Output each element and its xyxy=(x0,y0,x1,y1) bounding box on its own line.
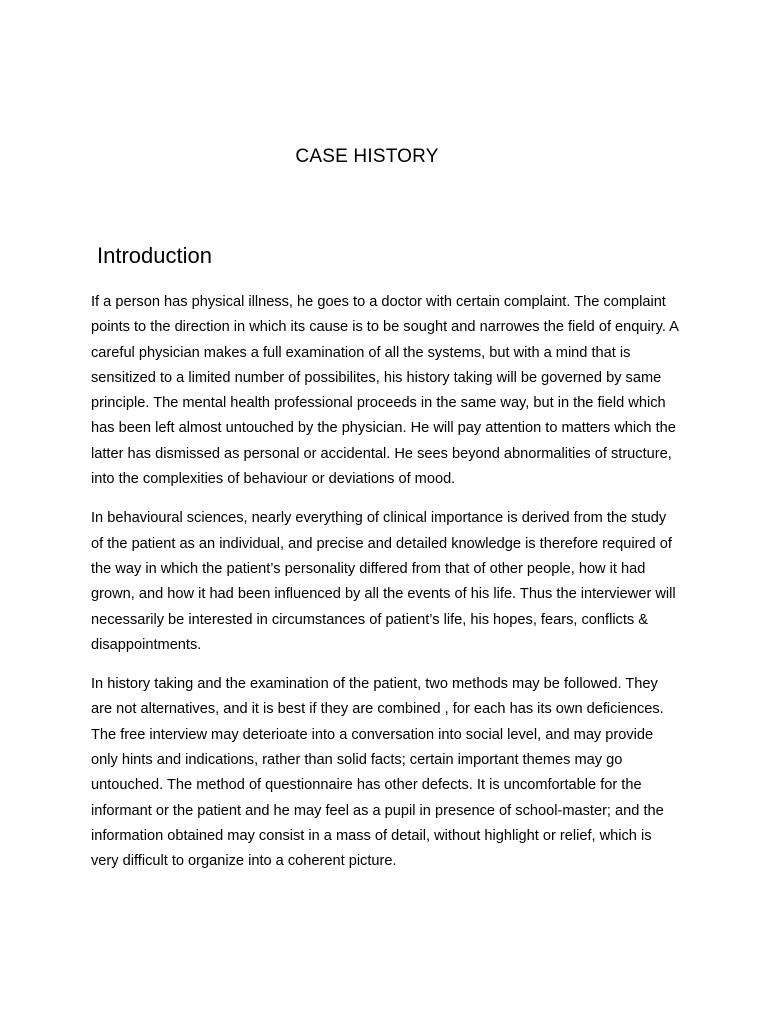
body-text xyxy=(91,290,681,889)
section-heading-introduction: Introduction xyxy=(97,243,212,268)
document-title: CASE HISTORY xyxy=(295,146,439,167)
paragraph-2: In behavioural sciences, nearly everything of clinical importance is derived from the study of the patient as an individual, and precise and detailed knowledge is therefore required of the way in which the patient’s personality differed from that of other people, how it had grown, and how it had been influenced by all the events of his life. Thus the interviewer will necessarily be interested in circumstances of patient’s life, his hopes, fears, conflicts & disappointments. xyxy=(91,510,676,653)
paragraph-3: In history taking and the examination of the patient, two methods may be followed. They are not alternatives, and it is best if they are combined , for each has its own deficiences. The free interview may deterioate into a conversation into social level, and may provide only hints and indications, rather than solid facts; certain important themes may go untouched. The method of questionnaire has other defects. It is uncomfortable for the informant or the patient and he may feel as a pupil in presence of school-master; and the information obtained may consist in a mass of detail, without highlight or relief, which is very difficult to organize into a coherent picture. xyxy=(91,676,664,870)
paragraph-1: If a person has physical illness, he goes to a doctor with certain complaint. The complaint points to the direction in which its cause is to be sought and narrowes the field of enquiry. A careful physician makes a full examination of all the systems, but with a mind that is sensitized to a limited number of possibilites, his history taking will be governed by same principle. The mental health professional proceeds in the same way, but in the field which has been left almost untouched by the physician. He will pay attention to matters which the latter has dismissed as personal or accidental. He sees beyond abnormalities of structure, into the complexities of behaviour or deviations of mood. xyxy=(91,294,679,488)
